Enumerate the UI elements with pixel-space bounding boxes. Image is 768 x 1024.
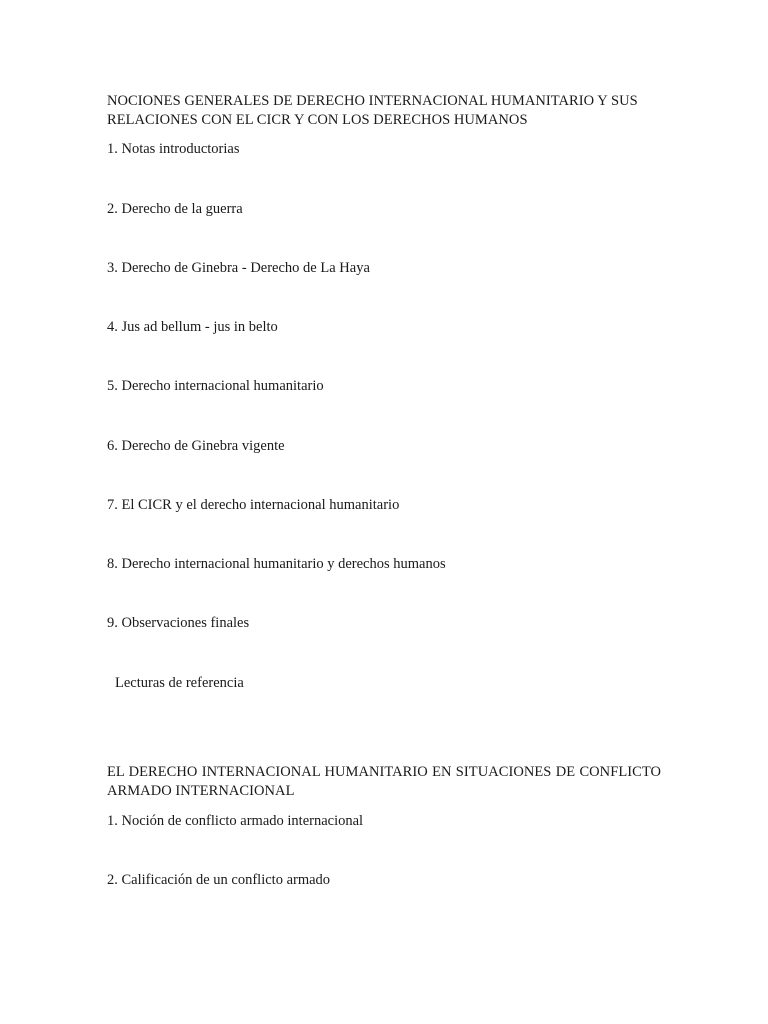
section-1-item-6: 6. Derecho de Ginebra vigente bbox=[107, 438, 285, 454]
section-1-item-3: 3. Derecho de Ginebra - Derecho de La Haya bbox=[107, 260, 370, 276]
section-1-item-5: 5. Derecho internacional humanitario bbox=[107, 378, 324, 394]
section-1-item-9: 9. Observaciones finales bbox=[107, 615, 250, 631]
section-1-title: NOCIONES GENERALES DE DERECHO INTERNACIONAL HUMANITARIO Y SUS RELACIONES CON EL CICR Y CON LOS DERECHOS HUMANOS bbox=[107, 93, 638, 128]
section-2-item-2: 2. Calificación de un conflicto armado bbox=[107, 872, 331, 888]
section-2-title: EL DERECHO INTERNACIONAL HUMANITARIO EN SITUACIONES DE CONFLICTO ARMADO INTERNACIONAL bbox=[107, 764, 661, 799]
section-1-item-7: 7. El CICR y el derecho internacional humanitario bbox=[107, 497, 400, 513]
section-1-item-1: 1. Notas introductorias bbox=[107, 141, 240, 157]
section-1-item-8: 8. Derecho internacional humanitario y derechos humanos bbox=[107, 556, 446, 572]
section-1-item-2: 2. Derecho de la guerra bbox=[107, 201, 243, 217]
section-2-item-1: 1. Noción de conflicto armado internacional bbox=[107, 813, 364, 829]
section-1-references: Lecturas de referencia bbox=[115, 675, 244, 691]
section-1-item-4: 4. Jus ad bellum - jus in belto bbox=[107, 319, 278, 335]
